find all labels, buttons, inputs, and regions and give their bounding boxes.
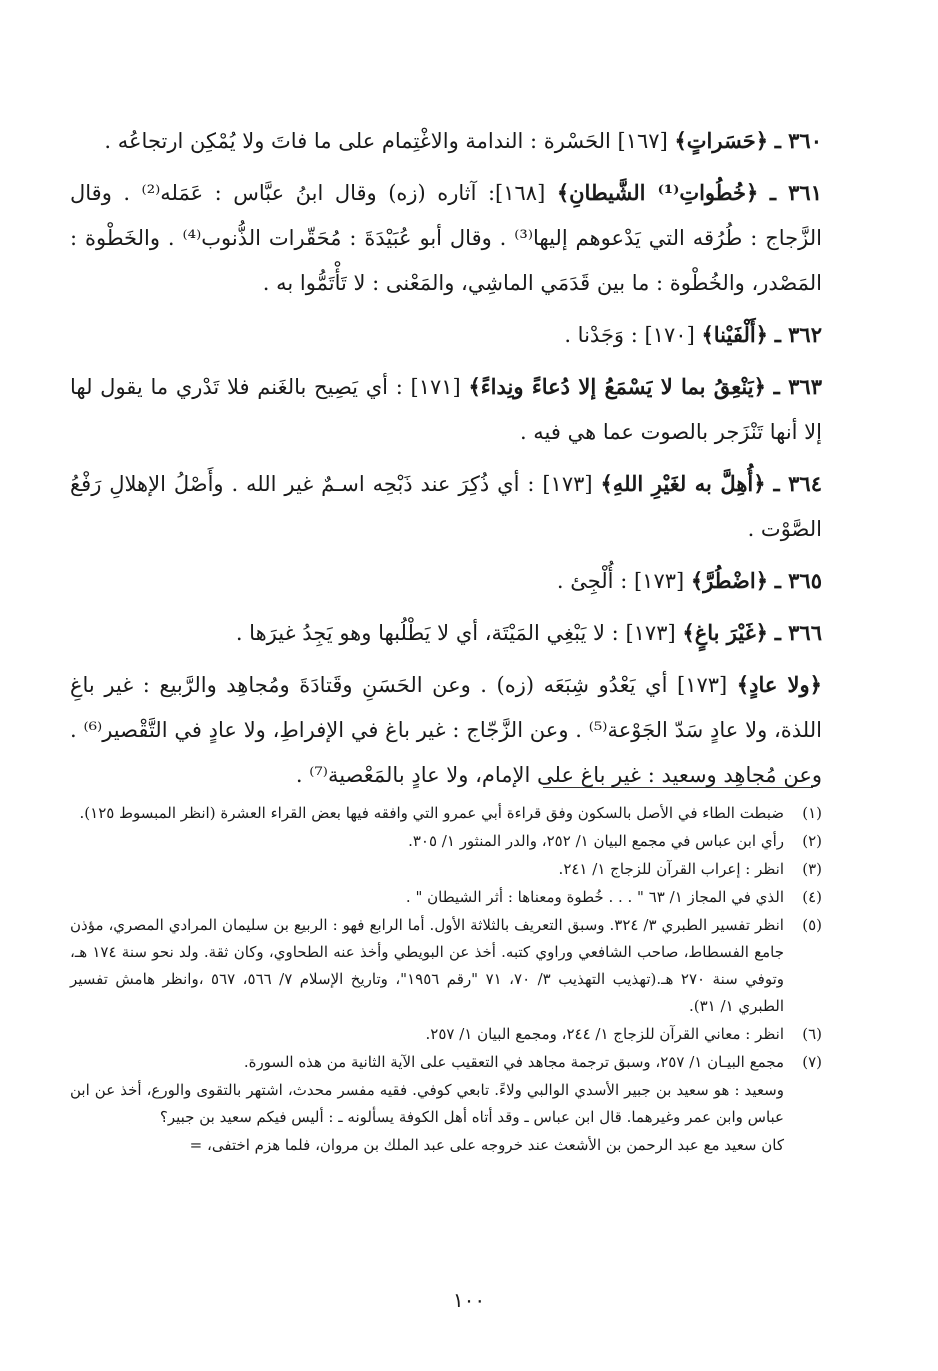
footnote-separator — [543, 787, 813, 788]
entry-number: ٣٦٦ ـ — [774, 620, 822, 645]
main-text — [70, 118, 822, 804]
footnote-number: (٢) — [802, 832, 822, 850]
footnote-text: ضبطت الطاء في الأصل بالسكون وفق قراءة أبي عمرو التي وافقه فيها بعض القراء العشرة (انظر المبسوط ١٢٥). — [79, 804, 784, 822]
entry-362 — [70, 312, 822, 358]
entry-360 — [70, 118, 822, 164]
footnote-number: (١) — [802, 804, 822, 822]
entry-366-continuation — [70, 662, 822, 798]
entry-text: : وَجَدْنا . — [564, 323, 638, 347]
entry-365 — [70, 558, 822, 604]
footnote-text: الذي في المجاز ١/ ٦٣ " . . . خُطوة ومعناها : أثر الشيطان " . — [405, 888, 784, 906]
footnote-2 — [70, 828, 822, 855]
footnote-7-continuation: وسعيد : هو سعيد بن جبير الأسدي الوالبي ولاءً. تابعي كوفي. فقيه مفسر محدث، اشتهر بالتقوى والورع، أخذ عن ابن عباس وابن عمر وغيرهما. قال ابن عباس ـ وقد أتاه أهل الكوفة يسألونه ـ : أليس فيكم سعيد بن جبير؟ — [70, 1081, 784, 1126]
footnote-6 — [70, 1021, 822, 1048]
verse-reference: [١٦٨]: — [487, 181, 546, 205]
entry-364 — [70, 461, 822, 552]
verse-reference: [١٧٣] — [542, 472, 593, 496]
entry-363 — [70, 364, 822, 455]
footnote-text: انظر : إعراب القرآن للزجاج ١/ ٢٤١. — [558, 860, 784, 878]
verse-reference: [١٧٣] — [625, 621, 676, 645]
entry-361 — [70, 170, 822, 306]
entry-text: أي يَعْدُو شِبَعَه (زه) . وعن الحَسَنِ وقَتادَةَ ومُجاهِد والرَّبيع : غير باغِ اللذة، ولا عادٍ سَدّ الجَوْعة⁽⁵⁾ . وعن الزَّجّاج : غير باغ في الإفراطِ، ولا عادٍ في التَّقْصير⁽⁶⁾ . وعن مُجاهِد وسعيد : غير باغ على الإمام، ولا عادٍ بالمَعْصية⁽⁷⁾ . — [70, 673, 822, 787]
quranic-term: ﴿أَلْفَيْنا﴾ — [701, 322, 768, 347]
footnote-text: رأي ابن عباس في مجمع البيان ١/ ٢٥٢، والدر المنثور ١/ ٣٠٥. — [408, 832, 784, 850]
entry-number: ٣٦٥ ـ — [774, 568, 822, 593]
verse-reference: [١٧١] — [410, 375, 461, 399]
verse-reference: [١٧٣] — [633, 569, 685, 593]
verse-reference: [١٧٠] — [644, 323, 695, 347]
quranic-term: ﴿يَنْعِقُ بما لا يَسْمَعُ إلا دُعاءً ونِداءً﴾ — [468, 374, 766, 399]
entry-number: ٣٦٠ ـ — [774, 128, 822, 153]
verse-reference: [١٦٧] — [617, 129, 668, 153]
footnote-text: انظر تفسير الطبري ٣/ ٣٢٤. وسبق التعريف بالثلاثة الأول. أما الرابع فهو : الربيع بن سليمان المرادي المصري، مؤذن جامع الفسطاط، صاحب الشافعي وراوي كتبه. أخذ عن البويطي وأخذ عنه الطحاوي، وكان ثقة. ولد نحو سنة ١٧٤ هـ، وتوفي سنة ٢٧٠ هـ.(تهذيب التهذيب ٣/ ٧٠، ٧١ "رقم ١٩٥٦"، وتاريخ الإسلام ٧/ ٥٦٦، ٥٦٧ ،وانظر هامش تفسير الطبري ١/ ٣١). — [70, 916, 785, 1015]
entry-text: : أي يَصِيح بالغَنم فلا تَدْري ما يقول لها إلا أنها تَنْزَجر بالصوت عما هي فيه . — [70, 375, 822, 444]
footnote-3 — [70, 856, 822, 883]
quranic-term: ﴿ولا عادٍ﴾ — [736, 672, 822, 697]
footnotes — [70, 800, 822, 1160]
quranic-term: ﴿غَيْرَ باغٍ﴾ — [682, 620, 768, 645]
footnote-text: مجمع البيـان ١/ ٢٥٧، وسبق ترجمة مجاهد في التعقيب على الآية الثانية من هذه السورة. — [243, 1053, 784, 1071]
footnote-5 — [70, 912, 822, 1020]
footnote-number: (٧) — [802, 1053, 822, 1071]
entry-number: ٣٦٤ ـ — [773, 471, 822, 496]
page-number: ١٠٠ — [452, 1288, 486, 1312]
entry-366 — [70, 610, 822, 656]
quranic-term: ﴿اضْطُرَّ﴾ — [690, 568, 768, 593]
footnote-7-continuation: كان سعيد مع عبد الرحمن بن الأشعث عند خروجه على عبد الملك بن مروان، فلما هزم اختفى، = — [189, 1136, 784, 1154]
entry-text: : لا يَبْغِي المَيْتَة، أي لا يَطْلُبها وهو يَجِدُ غيرَها . — [235, 621, 619, 645]
entry-text: : أي ذُكِرَ عند ذَبْحِه اسـمٌ غير الله . وأَصْلُ الإهلالِ رَفْعُ الصَّوْت . — [70, 472, 822, 541]
footnote-number: (٣) — [802, 860, 822, 878]
entry-text: آثاره (زه) وقال ابنُ عبَّاس : عَمَله⁽²⁾ . وقال الزَّجاج : طُرُقه التي يَدْعوهم إليها⁽³⁾ . وقال أبو عُبَيْدَةَ : مُحَقّرات الذُّنوب⁽⁴⁾ . والخَطْوة : المَصْدر، والخُطْوة : ما بين قَدَمَي الماشِي، والمَعْنى : لا تَأْتَمُّوا به . — [70, 181, 822, 295]
entry-text: : أُلْجِئ . — [556, 569, 628, 593]
footnote-7 — [70, 1049, 822, 1076]
footnote-number: (٥) — [802, 916, 822, 934]
entry-number: ٣٦٣ ـ — [773, 374, 822, 399]
entry-number: ٣٦٢ ـ — [774, 322, 822, 347]
entry-text: الحَسْرة : الندامة والاغْتِمام على ما فاتَ ولا يُمْكِن ارتجاعُه . — [104, 129, 611, 153]
footnote-number: (٦) — [802, 1025, 822, 1043]
footnote-4 — [70, 884, 822, 911]
footnote-1 — [70, 800, 822, 827]
quranic-term: ﴿أُهِلَّ به لغَيْرِ اللهِ﴾ — [600, 471, 766, 496]
entry-number: ٣٦١ ـ — [769, 180, 822, 205]
footnote-text: انظر : معاني القرآن للزجاج ١/ ٢٤٤، ومجمع البيان ١/ ٢٥٧. — [425, 1025, 784, 1043]
quranic-term: ﴿حَسَراتٍ﴾ — [674, 128, 768, 153]
footnote-number: (٤) — [802, 888, 822, 906]
quranic-term: ﴿خُطُواتِ⁽¹⁾ الشَّيطانِ﴾ — [556, 180, 759, 205]
verse-reference: [١٧٣] — [676, 673, 728, 697]
